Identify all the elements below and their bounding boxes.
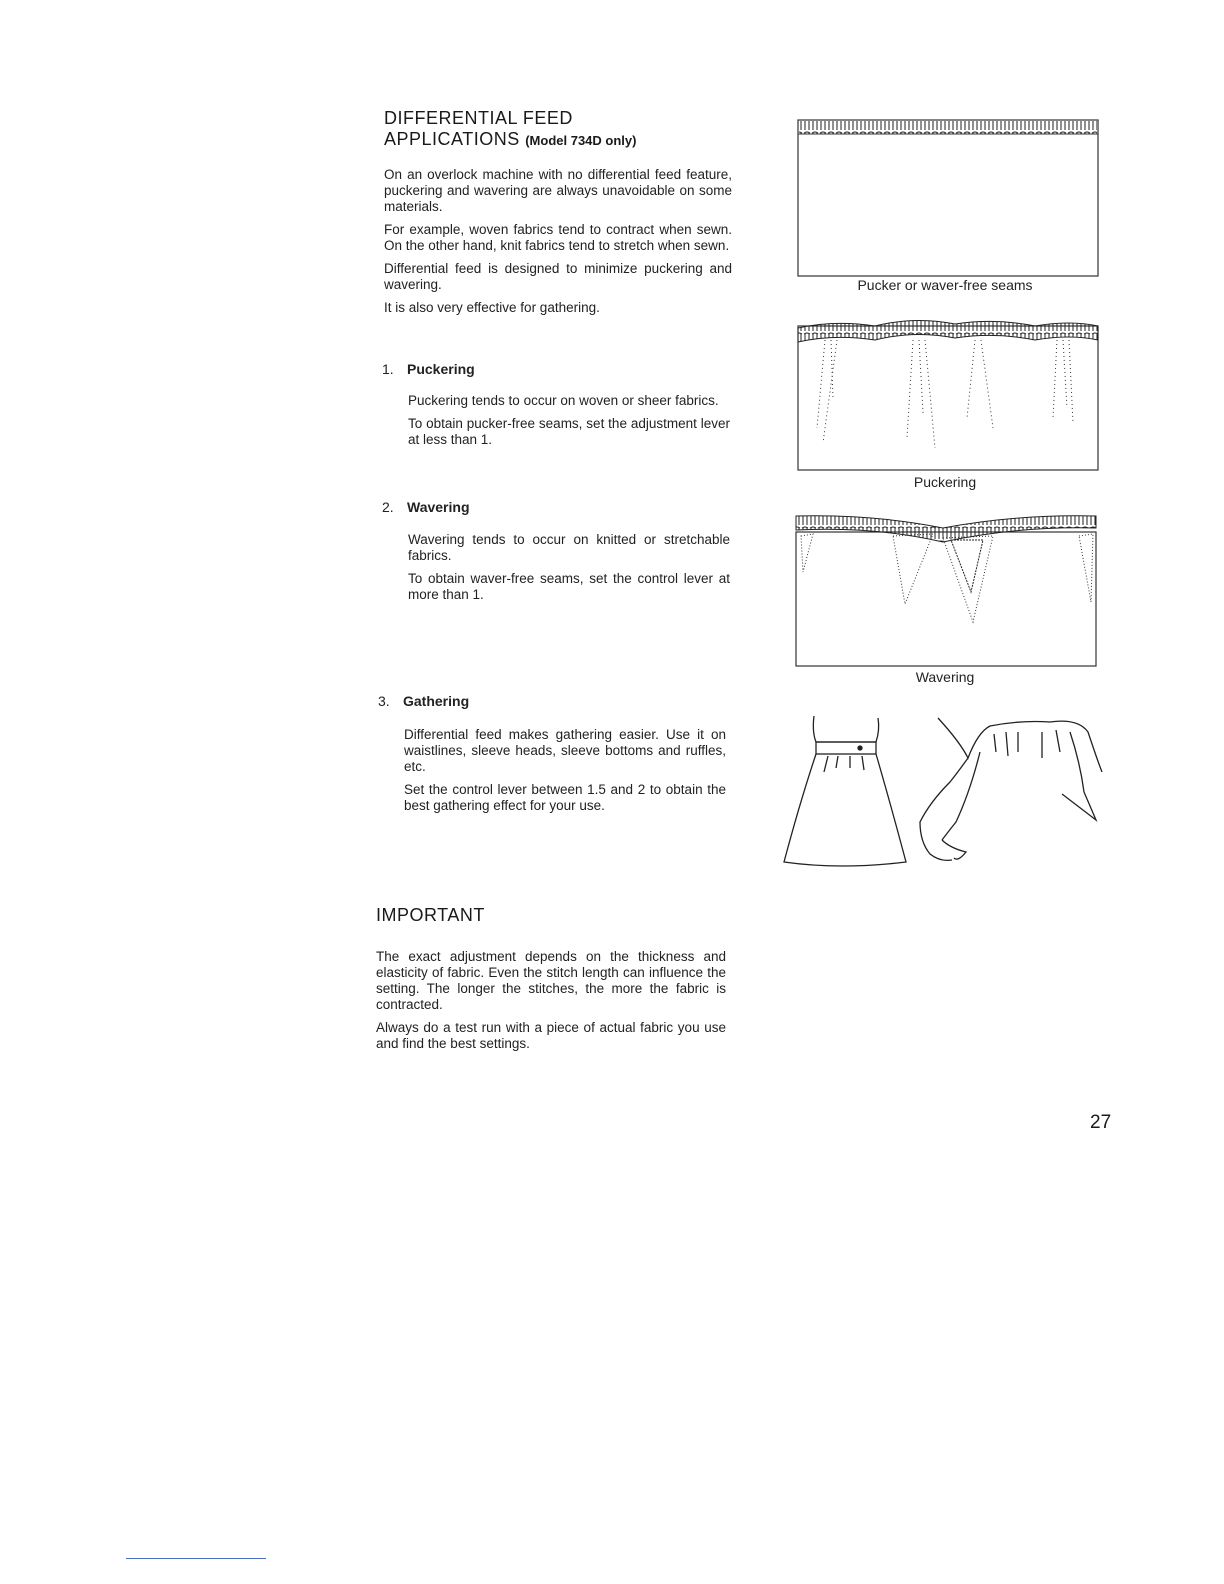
- section-wavering-body: [408, 532, 730, 610]
- skirt-illustration: [784, 716, 906, 866]
- title-line-1: DIFFERENTIAL FEED: [384, 108, 573, 128]
- section-gathering-heading: [378, 693, 469, 709]
- intro-text: [384, 167, 732, 323]
- section-title: Puckering: [407, 361, 475, 377]
- fabric-outline: [798, 326, 1098, 470]
- figure-gathering-garments: [780, 712, 1110, 870]
- section-gathering-body: [404, 727, 726, 821]
- section-paragraph: To obtain waver-free seams, set the control lever at more than 1.: [408, 571, 730, 602]
- section-puckering-heading: [382, 361, 475, 377]
- divider-line: [126, 1558, 266, 1559]
- fabric-outline: [796, 532, 1096, 666]
- section-title: Gathering: [403, 693, 470, 709]
- caption-wavering: Wavering: [915, 669, 975, 685]
- section-number: 1.: [382, 361, 394, 377]
- intro-paragraph: For example, woven fabrics tend to contract when sewn. On the other hand, knit fabrics tend to stretch when sewn.: [384, 222, 732, 253]
- section-number: 3.: [378, 693, 390, 709]
- page-number: 27: [1090, 1112, 1112, 1133]
- section-paragraph: To obtain pucker-free seams, set the adjustment lever at less than 1.: [408, 416, 730, 447]
- intro-paragraph: Differential feed is designed to minimize puckering and wavering.: [384, 261, 732, 292]
- sleeve-illustration: [920, 718, 1102, 860]
- figure-wavering: [793, 512, 1099, 670]
- section-title: Wavering: [407, 499, 470, 515]
- important-paragraph: The exact adjustment depends on the thickness and elasticity of fabric. Even the stitch length can influence the setting. The longer the stitches, the more the fabric is contracted.: [376, 949, 726, 1012]
- section-puckering-body: [408, 393, 730, 455]
- section-paragraph: Wavering tends to occur on knitted or stretchable fabrics.: [408, 532, 730, 563]
- page-title: [384, 108, 784, 151]
- overlock-stitch-band: [799, 121, 1097, 134]
- important-paragraph: Always do a test run with a piece of actual fabric you use and find the best settings.: [376, 1020, 726, 1051]
- section-paragraph: Puckering tends to occur on woven or sheer fabrics.: [408, 393, 719, 408]
- intro-paragraph: On an overlock machine with no differential feed feature, puckering and wavering are always unavoidable on some materials.: [384, 167, 732, 214]
- section-wavering-heading: [382, 499, 470, 515]
- important-body: [376, 949, 726, 1059]
- figure-puckering: [795, 318, 1101, 474]
- title-line-2: APPLICATIONS: [384, 129, 520, 149]
- figure-flat-seam: [795, 117, 1101, 279]
- important-heading: IMPORTANT: [376, 905, 485, 925]
- caption-puckering: Puckering: [913, 474, 977, 490]
- model-note: (Model 734D only): [525, 133, 637, 148]
- section-paragraph: Set the control lever between 1.5 and 2 to obtain the best gathering effect for your use.: [404, 782, 726, 813]
- fabric-outline: [798, 120, 1098, 276]
- section-number: 2.: [382, 499, 394, 515]
- caption-flat-seam: Pucker or waver-free seams: [857, 277, 1033, 293]
- intro-paragraph: It is also very effective for gathering.: [384, 300, 600, 315]
- section-paragraph: Differential feed makes gathering easier. Use it on waistlines, sleeve heads, sleeve bottoms and ruffles, etc.: [404, 727, 726, 774]
